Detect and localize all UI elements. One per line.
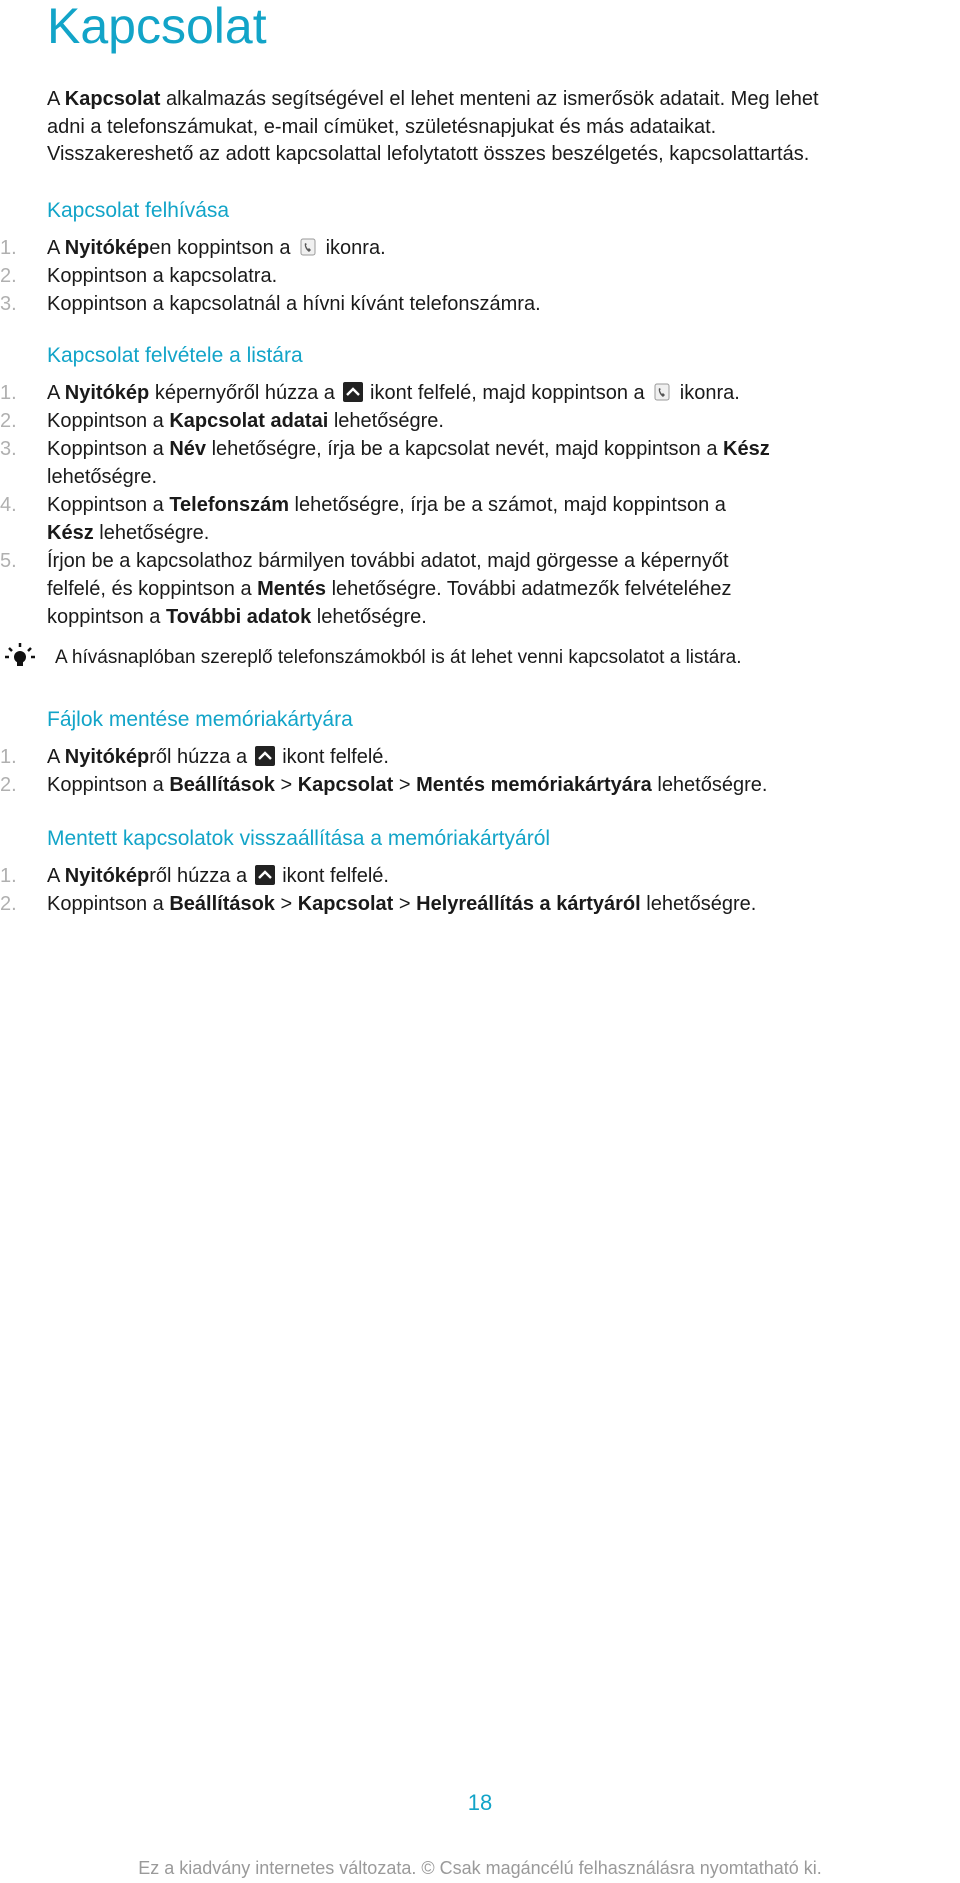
section-restore-from-card	[0, 826, 960, 918]
contacts-app-icon	[652, 382, 672, 402]
step-1: 1. A Nyitóképről húzza a ikont felfelé.	[0, 746, 389, 768]
tip-text: A hívásnaplóban szereplő telefonszámokból is át lehet venni kapcsolatot a listára.	[55, 647, 742, 668]
step-1: 1. A Nyitóképen koppintson a ikonra.	[0, 234, 927, 262]
application-screen-icon	[343, 382, 363, 402]
step-2: 2. Koppintson a kapcsolatra.	[0, 265, 278, 287]
step-2: 2. Koppintson a Beállítások > Kapcsolat > Helyreállítás a kártyáról lehetőségre.	[0, 893, 757, 915]
step-4: 4. Koppintson a Telefonszám lehetőségre, írja be a számot, majd koppintson a Kész lehetőségre.	[0, 494, 726, 544]
step-2: 2. Koppintson a Beállítások > Kapcsolat > Mentés memóriakártyára lehetőségre.	[0, 774, 768, 796]
application-screen-icon	[255, 746, 275, 766]
section-heading: Mentett kapcsolatok visszaállítása a memóriakártyáról	[47, 827, 551, 850]
page-title: Kapcsolat	[47, 0, 267, 54]
page-number: 18	[467, 1790, 493, 1815]
intro-paragraph: A Kapcsolat alkalmazás segítségével el lehet menteni az ismerősök adatait. Meg lehet adni a telefonszámukat, e-mail címüket, születésnapjukat és más adataikat. Visszakereshető az adott kapcsolattal lefolytatott összes beszélgetés, kapcsolattartás.	[47, 88, 819, 165]
phone-app-icon	[298, 237, 318, 257]
section-heading: Fájlok mentése memóriakártyára	[47, 708, 353, 731]
step-1: 1. A Nyitókép képernyőről húzza a ikont felfelé, majd koppintson a ikonra.	[0, 382, 740, 404]
step-5: 5. Írjon be a kapcsolathoz bármilyen további adatot, majd görgesse a képernyőt felfelé, és koppintson a Mentés lehetőségre. További adatmezők felvételéhez koppintson a További adatok lehetőségre.	[0, 550, 732, 628]
lightbulb-icon	[4, 642, 36, 672]
app-name: Kapcsolat	[64, 88, 161, 110]
section-save-to-card	[0, 707, 960, 799]
step-3: 3. Koppintson a Név lehetőségre, írja be a kapcsolat nevét, majd koppintson a Kész lehetőségre.	[0, 438, 770, 488]
section-heading: Kapcsolat felvétele a listára	[47, 344, 303, 367]
footer-note: Ez a kiadvány internetes változata. © Csak magáncélú felhasználásra nyomtatható ki.	[138, 1858, 822, 1878]
section-add-contact	[0, 343, 960, 631]
section-call-contact	[0, 198, 960, 318]
application-screen-icon	[255, 865, 275, 885]
step-2: 2. Koppintson a Kapcsolat adatai lehetőségre.	[0, 410, 444, 432]
step-1: 1. A Nyitóképről húzza a ikont felfelé.	[0, 865, 389, 887]
step-3: 3. Koppintson a kapcsolatnál a hívni kívánt telefonszámra.	[0, 293, 541, 315]
step-number: 1.	[0, 237, 17, 259]
section-heading: Kapcsolat felhívása	[47, 199, 230, 222]
